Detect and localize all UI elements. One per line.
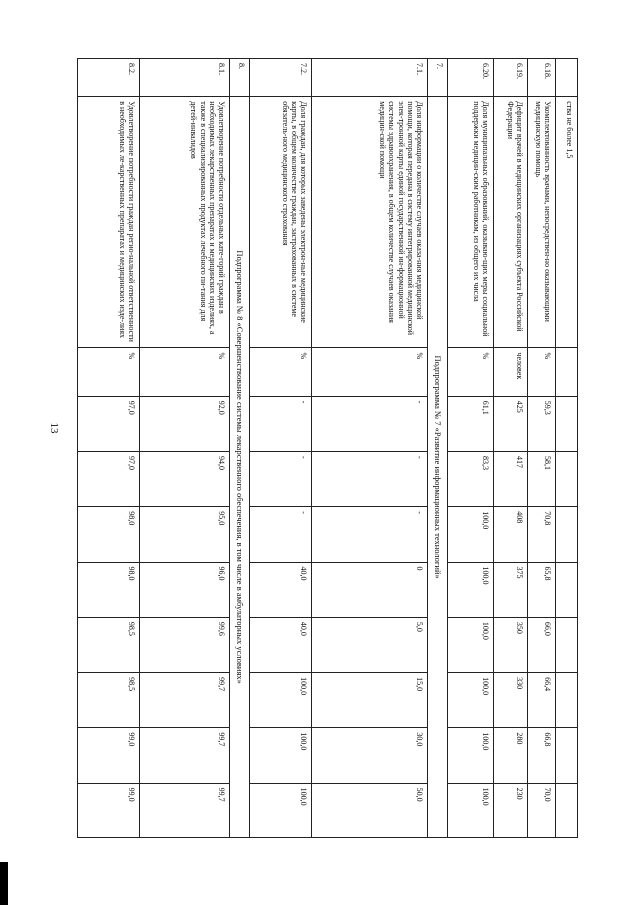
value-cell: 280 xyxy=(494,728,528,783)
unit-cell: % xyxy=(312,348,428,396)
value-cell xyxy=(556,728,578,783)
row-number xyxy=(556,59,578,97)
value-cell: 98,0 xyxy=(78,507,140,562)
unit-cell: % xyxy=(250,348,312,396)
indicators-table xyxy=(77,58,578,838)
value-cell: 94,0 xyxy=(140,451,230,506)
value-cell: 70,0 xyxy=(528,783,556,837)
value-cell: 99,0 xyxy=(78,783,140,837)
value-cell: 59,3 xyxy=(528,396,556,451)
table-row xyxy=(250,59,312,838)
indicator-name: Укомплектованность врачами, непосредствен-но оказывающими медицинскую помощь xyxy=(528,97,556,348)
indicator-name: Доля информации о количестве случаев оказа-ния медицинской помощи, которая передана в систему интегрированной медицинской элек-тронной карты единой государственной ин-формационной системы здравоохранения, в общем количестве случаев оказания медицин-ской помощи xyxy=(312,97,428,348)
value-cell: 100,0 xyxy=(448,562,494,617)
value-cell xyxy=(556,451,578,506)
indicator-name: Дефицит врачей в медицинских организациях субъекта Российской Федерации xyxy=(494,97,528,348)
value-cell: 350 xyxy=(494,617,528,672)
value-cell: 100,0 xyxy=(448,617,494,672)
indicator-name: Доля граждан, для которых заведены электрон-ные медицинские карты, в общем количестве граждан, застрахованных в системе обязатель-ного медицинского страхования xyxy=(250,97,312,348)
value-cell: 5,0 xyxy=(312,617,428,672)
value-cell: 100,0 xyxy=(448,673,494,728)
value-cell xyxy=(556,507,578,562)
value-cell xyxy=(556,396,578,451)
value-cell: 98,5 xyxy=(78,673,140,728)
value-cell: - xyxy=(312,396,428,451)
value-cell xyxy=(556,562,578,617)
value-cell: 40,0 xyxy=(250,562,312,617)
value-cell: 97,0 xyxy=(78,396,140,451)
value-cell: 98,5 xyxy=(78,617,140,672)
row-number: 7. xyxy=(428,59,448,97)
value-cell: 100,0 xyxy=(250,783,312,837)
value-cell: 66,4 xyxy=(528,673,556,728)
value-cell: 99,7 xyxy=(140,783,230,837)
subprogram-row xyxy=(230,59,250,838)
subprogram-title: Подпрограмма № 8 «Совершенствование системы лекарственного обеспечения, в том числе в амбулаторных условиях» xyxy=(230,97,250,838)
value-cell: 70,8 xyxy=(528,507,556,562)
value-cell: - xyxy=(312,451,428,506)
value-cell: 230 xyxy=(494,783,528,837)
value-cell xyxy=(556,783,578,837)
table-row xyxy=(448,59,494,838)
value-cell: 83,3 xyxy=(448,451,494,506)
value-cell: 30,0 xyxy=(312,728,428,783)
value-cell: 100,0 xyxy=(448,783,494,837)
value-cell xyxy=(556,617,578,672)
scan-edge-mark xyxy=(0,862,8,905)
row-number: 8.2. xyxy=(78,59,140,97)
table-row xyxy=(140,59,230,838)
value-cell: 408 xyxy=(494,507,528,562)
value-cell: 99,7 xyxy=(140,728,230,783)
unit-cell: % xyxy=(140,348,230,396)
value-cell: 100,0 xyxy=(448,728,494,783)
table-row xyxy=(528,59,556,838)
row-number: 6.19. xyxy=(494,59,528,97)
value-cell: 100,0 xyxy=(448,507,494,562)
value-cell: 66,0 xyxy=(528,617,556,672)
subprogram-row xyxy=(428,59,448,838)
row-number: 8. xyxy=(230,59,250,97)
value-cell: - xyxy=(250,507,312,562)
row-number: 6.18. xyxy=(528,59,556,97)
subprogram-title: Подпрограмма № 7 «Развитие информационных технологий» xyxy=(428,97,448,838)
value-cell: 15,0 xyxy=(312,673,428,728)
value-cell: 99,0 xyxy=(78,728,140,783)
value-cell: 425 xyxy=(494,396,528,451)
table-row xyxy=(556,59,578,838)
unit-cell xyxy=(556,348,578,396)
value-cell: 95,0 xyxy=(140,507,230,562)
value-cell: 375 xyxy=(494,562,528,617)
value-cell: 96,0 xyxy=(140,562,230,617)
table-wrapper xyxy=(98,58,578,838)
value-cell: 98,0 xyxy=(78,562,140,617)
value-cell: 58,1 xyxy=(528,451,556,506)
value-cell: 92,0 xyxy=(140,396,230,451)
row-number: 7.1. xyxy=(312,59,428,97)
page-number: 13 xyxy=(48,422,60,434)
unit-cell: % xyxy=(78,348,140,396)
value-cell: - xyxy=(250,396,312,451)
table-row xyxy=(494,59,528,838)
value-cell: 66,8 xyxy=(528,728,556,783)
table-row xyxy=(312,59,428,838)
unit-cell: % xyxy=(528,348,556,396)
table-row xyxy=(78,59,140,838)
value-cell: - xyxy=(250,451,312,506)
value-cell: 97,0 xyxy=(78,451,140,506)
value-cell: 50,0 xyxy=(312,783,428,837)
value-cell: 61,1 xyxy=(448,396,494,451)
unit-cell: человек xyxy=(494,348,528,396)
value-cell: - xyxy=(312,507,428,562)
row-number: 6.20. xyxy=(448,59,494,97)
value-cell: 0 xyxy=(312,562,428,617)
value-cell xyxy=(556,673,578,728)
row-number: 7.2. xyxy=(250,59,312,97)
value-cell: 99,7 xyxy=(140,673,230,728)
unit-cell: % xyxy=(448,348,494,396)
value-cell: 100,0 xyxy=(250,728,312,783)
indicator-name: Удовлетворение потребности граждан регио-нальной ответственности в необходимых ле-карственных препаратах и медицинских изде-лиях xyxy=(78,97,140,348)
value-cell: 99,6 xyxy=(140,617,230,672)
value-cell: 65,8 xyxy=(528,562,556,617)
value-cell: 417 xyxy=(494,451,528,506)
row-number: 8.1. xyxy=(140,59,230,97)
value-cell: 330 xyxy=(494,673,528,728)
value-cell: 40,0 xyxy=(250,617,312,672)
value-cell: 100,0 xyxy=(250,673,312,728)
indicator-name: Удовлетворение потребности отдельных кате-горий граждан в необходимых лекарственных препаратах и медицинских изделиях, а также в специализированных продуктах лечебного пи-тания для детей-инвалидов xyxy=(140,97,230,348)
indicator-name: ства не более 1,5 xyxy=(556,97,578,348)
indicator-name: Доля муниципальных образований, оказываю-щих меры социальной поддержки медицин-ским работникам, из общего их числа xyxy=(448,97,494,348)
rotated-table-container xyxy=(98,58,578,838)
